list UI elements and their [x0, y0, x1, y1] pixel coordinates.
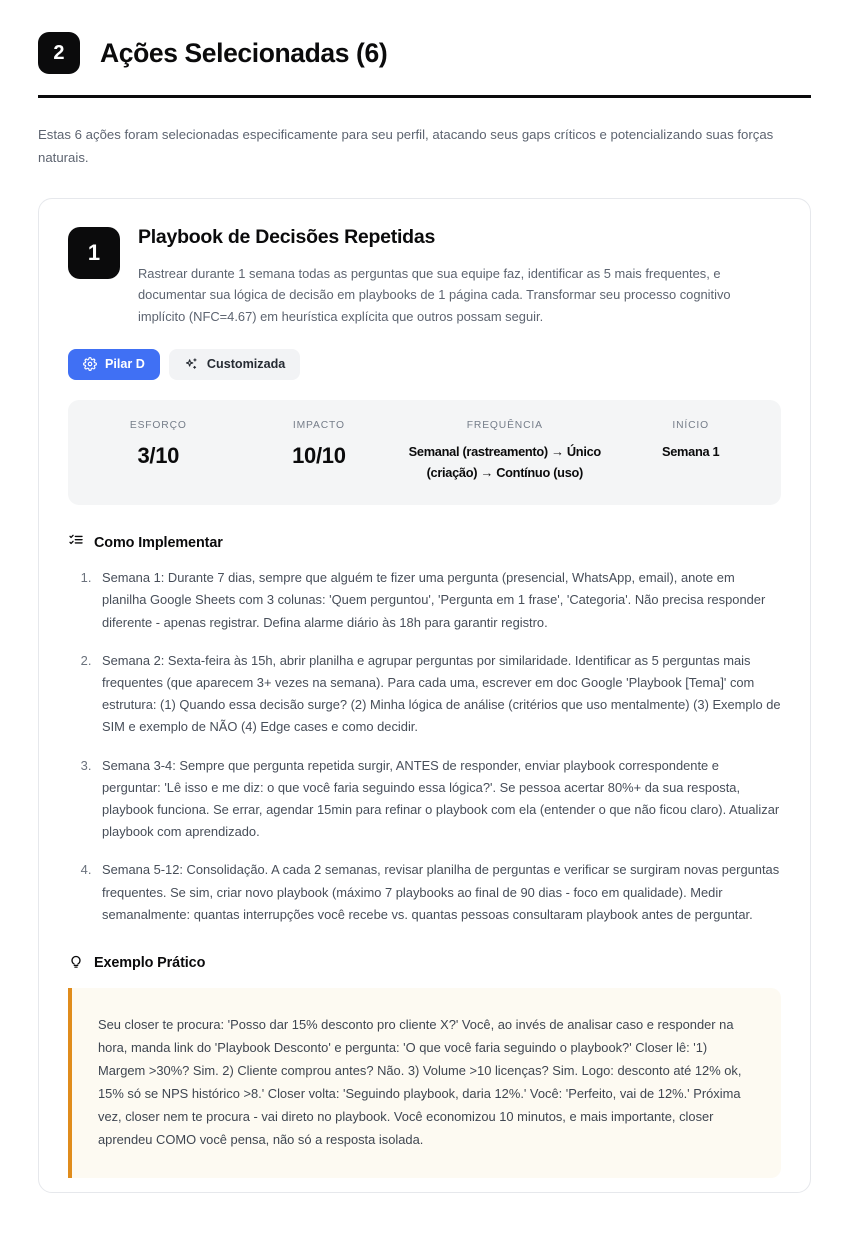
- header-divider: [38, 95, 811, 98]
- section-intro-text: Estas 6 ações foram selecionadas especificamente para seu perfil, atacando seus gaps críticos e potencializando suas forças naturais.: [38, 127, 774, 165]
- action-title: Playbook de Decisões Repetidas: [138, 226, 436, 249]
- tag-customizada-label: Customizada: [206, 357, 286, 372]
- implement-steps-list: [68, 567, 781, 926]
- example-callout-text: Seu closer te procura: 'Posso dar 15% desconto pro cliente X?' Você, ao invés de analisar caso e responder na hora, manda link do 'Playbook Desconto' e pergunta: 'O que você faria seguindo o playbook?' Closer lê: '1) Margem >30%? Sim. 2) Cliente comprou antes? Não. 3) Volume >10 licenças? Sim. Logo: desconto até 12% ok, 15% só se NPS histórico >8.' Closer volta: 'Seguindo playbook, daria 12%.' Você: 'Perfeito, vai de 12%.' Próxima vez, closer nem te procura - vai direto no playbook. Você economizou 10 minutos, e mais importante, closer aprendeu COMO você pensa, não só a resposta isolada.: [98, 1016, 742, 1147]
- list-item: 3. Semana 3-4: Sempre que pergunta repetida surgir, ANTES de responder, enviar playbook correspondente e perguntar: 'Lê isso e me diz: o que você faria seguindo essa lógica?'. Se pessoa acertar 80%+ da sua resposta, playbook funciona. Se errar, agendar 15min para refinar o playbook com ela (entender o que não ficou claro). Atualizar playbook com aprendizado.: [95, 755, 781, 844]
- action-description: Rastrear durante 1 semana todas as perguntas que sua equipe faz, identificar as 5 mais frequentes, e documentar sua lógica de decisão em playbooks de 1 página cada. Transformar seu processo cognitivo implícito (NFC=4.67) em heurística explícita que outros possam seguir.: [138, 265, 731, 325]
- stat-inicio: [610, 420, 771, 483]
- page-title: Ações Selecionadas (6): [100, 37, 388, 68]
- stat-esforco-value: 3/10: [137, 442, 180, 468]
- action-number-badge: 1: [68, 227, 120, 279]
- action-card: [38, 198, 811, 1192]
- stat-frequencia-label: FREQUÊNCIA: [466, 419, 543, 431]
- section-number-badge: 2: [38, 32, 80, 74]
- section-header: [0, 32, 849, 74]
- implement-section-header: [68, 532, 781, 553]
- stat-impacto-label: IMPACTO: [292, 419, 345, 431]
- checklist-icon: [68, 532, 84, 553]
- list-item: 2. Semana 2: Sexta-feira às 15h, abrir planilha e agrupar perguntas por similaridade. Identificar as 5 perguntas mais frequentes (que aparecem 3+ vezes na semana). Para cada uma, escrever em doc Google 'Playbook [Tema]' com estrutura: (1) Quando essa decisão surge? (2) Minha lógica de análise (critérios que uso mentalmente) (3) Exemplo de SIM e exemplo de NÃO (4) Edge cases e como decidir.: [95, 650, 781, 739]
- list-item: 1. Semana 1: Durante 7 dias, sempre que alguém te fizer uma pergunta (presencial, WhatsApp, email), anote em planilha Google Sheets com 3 colunas: 'Quem perguntou', 'Pergunta em 1 frase', 'Categoria'. Não precisa responder diferente - apenas registrar. Defina alarme diário às 18h para garantir registro.: [95, 567, 781, 634]
- example-section-title: Exemplo Prático: [94, 955, 206, 972]
- stat-frequencia-value: Semanal (rastreamento) → Único (criação) → Contínuo (uso): [408, 443, 601, 480]
- stat-impacto: [239, 420, 400, 483]
- stat-esforco-label: ESFORÇO: [129, 419, 187, 431]
- stat-esforco: [78, 420, 239, 483]
- action-stats-strip: [68, 400, 781, 505]
- example-section-header: [68, 953, 781, 974]
- stat-inicio-value: Semana 1: [662, 443, 720, 459]
- stat-impacto-value: 10/10: [292, 442, 346, 468]
- action-card-header: [68, 225, 781, 327]
- sparkles-icon: [184, 357, 199, 372]
- example-callout: [68, 988, 781, 1178]
- stat-inicio-label: INÍCIO: [672, 419, 709, 431]
- card-bottom-spacer: [68, 1178, 781, 1192]
- tag-pilar-button[interactable]: [68, 349, 160, 380]
- action-tag-row: [68, 349, 781, 380]
- tag-pilar-label: Pilar D: [105, 357, 145, 372]
- list-item: 4. Semana 5-12: Consolidação. A cada 2 semanas, revisar planilha de perguntas e verificar se surgiram novas perguntas frequentes. Se sim, criar novo playbook (máximo 7 playbooks ao final de 90 dias - foco em qualidade). Medir semanalmente: quantas interrupções você recebe vs. quantas pessoas consultaram playbook antes de perguntar.: [95, 859, 781, 926]
- implement-section-title: Como Implementar: [94, 534, 223, 551]
- gear-icon: [83, 357, 97, 371]
- page-root: [0, 32, 849, 1193]
- stat-frequencia: [399, 420, 610, 483]
- tag-customizada-button[interactable]: [169, 349, 300, 380]
- lightbulb-icon: [68, 953, 84, 974]
